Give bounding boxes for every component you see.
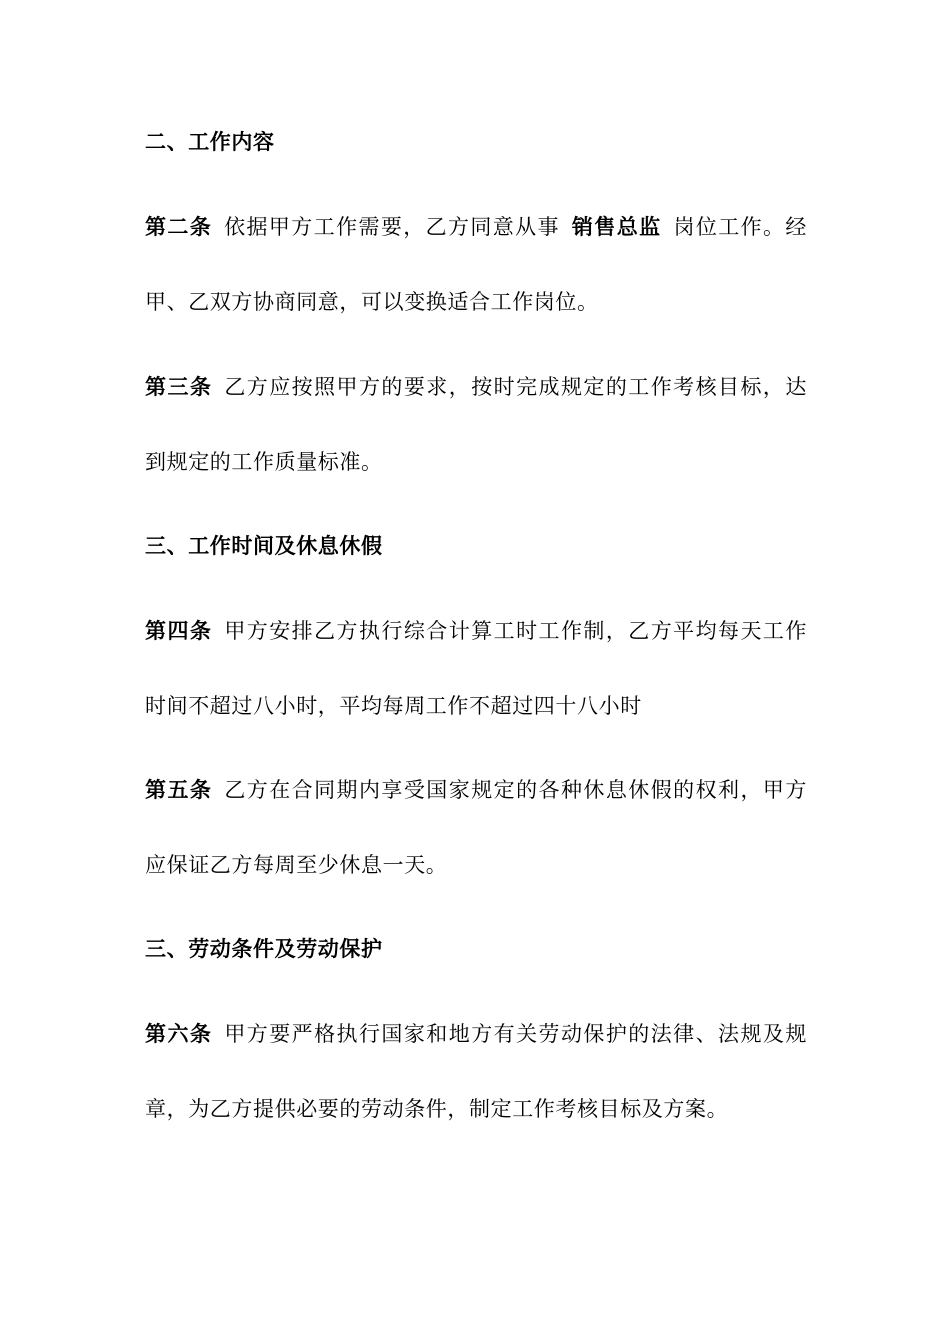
article-3-line-1 [145, 372, 807, 402]
article-5-line-2: 应保证乙方每周至少休息一天。 [145, 853, 448, 877]
article-5-line-1 [145, 775, 807, 805]
article-6-line-2: 章，为乙方提供必要的劳动条件，制定工作考核目标及方案。 [145, 1097, 729, 1121]
article-2-label: 第二条 [145, 215, 213, 239]
article-2-line-2: 甲、乙双方协商同意，可以变换适合工作岗位。 [145, 290, 599, 314]
article-3-line-2: 到规定的工作质量标准。 [145, 450, 383, 474]
section-heading-work-content: 二、工作内容 [145, 130, 275, 154]
article-5-label: 第五条 [145, 778, 213, 802]
article-6-line-1 [145, 1019, 807, 1049]
section-heading-work-time: 三、工作时间及休息休假 [145, 534, 383, 558]
article-2-text-after: 岗位工作。经 [673, 215, 807, 239]
article-2-text-before: 依据甲方工作需要，乙方同意从事 [224, 215, 560, 239]
article-3-text: 乙方应按照甲方的要求，按时完成规定的工作考核目标，达 [224, 375, 807, 399]
article-4-line-1 [145, 616, 807, 646]
article-4-text: 甲方安排乙方执行综合计算工时工作制，乙方平均每天工作 [224, 619, 807, 643]
article-4-line-2: 时间不超过八小时，平均每周工作不超过四十八小时 [145, 694, 642, 718]
section-heading-labor-protection: 三、劳动条件及劳动保护 [145, 937, 383, 961]
article-2-position: 销售总监 [571, 215, 662, 239]
article-3-label: 第三条 [145, 375, 213, 399]
article-6-label: 第六条 [145, 1022, 213, 1046]
article-6-text: 甲方要严格执行国家和地方有关劳动保护的法律、法规及规 [224, 1022, 807, 1046]
article-4-label: 第四条 [145, 619, 213, 643]
article-2-line-1 [145, 212, 807, 242]
article-5-text: 乙方在合同期内享受国家规定的各种休息休假的权利，甲方 [224, 778, 807, 802]
